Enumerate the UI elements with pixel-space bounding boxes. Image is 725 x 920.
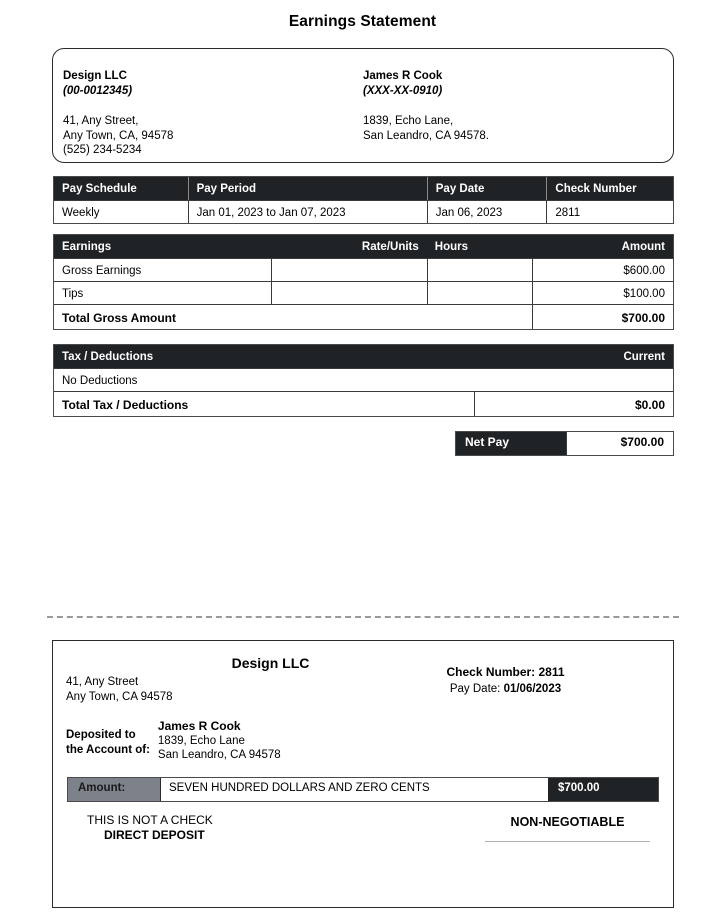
employer-address-line2: Any Town, CA, 94578 xyxy=(63,129,174,142)
page-title: Earnings Statement xyxy=(288,13,437,30)
table-row xyxy=(54,281,673,304)
earnings-total-amount: $700.00 xyxy=(532,305,673,329)
net-pay-box xyxy=(455,431,674,456)
earnings-total-row xyxy=(54,304,673,329)
employer-name: Design LLC xyxy=(63,70,127,82)
pay-schedule-value-row xyxy=(54,200,673,223)
net-pay-amount: $700.00 xyxy=(566,432,673,455)
employee-address-line1: 1839, Echo Lane, xyxy=(363,115,454,127)
employer-address-line1: 41, Any Street, xyxy=(63,115,139,127)
payee-address-line2: San Leandro, CA 94578 xyxy=(157,749,281,761)
col-pay-period: Pay Period xyxy=(188,177,427,200)
col-hours: Hours xyxy=(434,241,469,253)
payee-address-line1: 1839, Echo Lane xyxy=(157,734,245,747)
earnings-row-rate-units xyxy=(271,282,427,304)
stub-pay-date-value: 01/06/2023 xyxy=(503,683,562,695)
earnings-row-amount: $600.00 xyxy=(532,259,673,281)
employer-phone: (525) 234-5234 xyxy=(63,144,142,156)
earnings-row-rate-units xyxy=(271,259,427,281)
stub-company-address-line2: Any Town, CA 94578 xyxy=(66,690,173,703)
deposited-to-label-line1: Deposited to xyxy=(66,729,136,741)
earnings-row-hours xyxy=(427,259,533,281)
col-pay-schedule: Pay Schedule xyxy=(62,183,137,195)
deductions-table xyxy=(53,344,674,417)
earnings-row-amount: $100.00 xyxy=(532,282,673,304)
earnings-row-hours xyxy=(427,282,533,304)
pay-schedule-header-row xyxy=(54,177,673,200)
deposited-to-block xyxy=(66,719,281,763)
stub-company-address-line1: 41, Any Street xyxy=(66,676,139,688)
value-pay-schedule: Weekly xyxy=(62,207,100,219)
stub-company-address xyxy=(66,675,173,704)
employer-id: (00-0012345) xyxy=(63,84,133,97)
value-pay-period: Jan 01, 2023 to Jan 07, 2023 xyxy=(188,201,427,223)
col-check-number: Check Number xyxy=(546,177,673,200)
check-stub-panel xyxy=(52,640,674,908)
not-a-check-line2: DIRECT DEPOSIT xyxy=(104,828,205,842)
table-row xyxy=(54,258,673,281)
employer-block xyxy=(63,69,173,158)
deductions-header-row xyxy=(54,345,673,368)
value-pay-date: Jan 06, 2023 xyxy=(427,201,547,223)
employer-address xyxy=(63,114,173,158)
stub-pay-date xyxy=(353,683,658,695)
employee-address xyxy=(363,114,489,143)
payee-info xyxy=(158,719,281,763)
employee-address-line2: San Leandro, CA 94578. xyxy=(363,129,489,142)
not-a-check-notice xyxy=(87,813,213,843)
col-earnings: Earnings xyxy=(62,241,112,253)
employee-block xyxy=(363,69,489,143)
earnings-header-row xyxy=(54,235,673,258)
stub-pay-date-label: Pay Date: xyxy=(449,683,504,695)
not-a-check-line1: THIS IS NOT A CHECK xyxy=(87,813,213,827)
payee-name: James R Cook xyxy=(157,719,241,733)
amount-numeric: $700.00 xyxy=(548,778,658,801)
earnings-table xyxy=(53,234,674,330)
employee-ssn: (XXX-XX-0910) xyxy=(363,84,443,97)
col-tax-deductions: Tax / Deductions xyxy=(62,351,154,363)
deductions-total-label: Total Tax / Deductions xyxy=(62,398,189,412)
deposited-to-label xyxy=(66,719,150,763)
tear-off-dashed-separator xyxy=(47,616,679,618)
stub-company-name: Design LLC xyxy=(231,655,310,671)
earnings-total-label: Total Gross Amount xyxy=(62,311,176,325)
col-current: Current xyxy=(623,351,665,363)
earnings-row-label: Tips xyxy=(62,288,84,300)
deductions-total-amount: $0.00 xyxy=(474,392,673,416)
amount-label: Amount: xyxy=(68,778,161,801)
stub-check-number: Check Number: 2811 xyxy=(446,665,565,679)
non-negotiable-label: NON-NEGOTIABLE xyxy=(510,815,625,829)
address-panel xyxy=(52,48,674,163)
amount-bar xyxy=(67,777,659,802)
net-pay-label: Net Pay xyxy=(456,432,566,455)
deductions-total-row xyxy=(54,391,673,416)
employee-name: James R Cook xyxy=(363,70,443,82)
table-row xyxy=(54,368,673,391)
deposited-to-label-line2: the Account of: xyxy=(66,743,150,756)
pay-schedule-table xyxy=(53,176,674,224)
col-rate-units: Rate/Units xyxy=(361,241,419,253)
signature-line xyxy=(485,841,650,842)
amount-in-words: SEVEN HUNDRED DOLLARS AND ZERO CENTS xyxy=(161,778,548,801)
col-amount: Amount xyxy=(621,241,665,253)
earnings-row-label: Gross Earnings xyxy=(62,265,142,277)
col-pay-date: Pay Date xyxy=(427,177,547,200)
value-check-number: 2811 xyxy=(546,201,673,223)
deductions-row-label: No Deductions xyxy=(62,375,138,387)
